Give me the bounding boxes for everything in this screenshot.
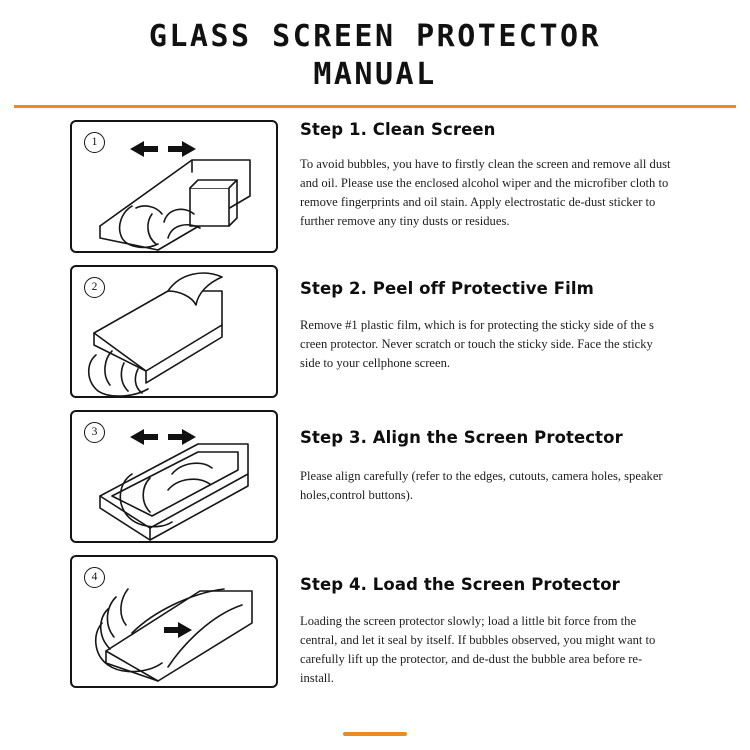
steps-list [0,108,750,689]
step-body: Please align carefully (refer to the edges, cutouts, camera holes, speaker holes,control buttons). [300,468,663,502]
step-item [14,410,736,543]
load-protector-illustration [70,555,278,688]
clean-screen-illustration [70,120,278,253]
step-body: Loading the screen protector slowly; load a little bit force from the central, and let it seal by itself. If bubbles observed, you might want to carefully lift up the protector, and de-dust the bubble area before re-install. [300,613,656,686]
step-text-block [278,555,736,689]
step-number-badge: 3 [84,422,105,443]
align-protector-illustration [70,410,278,543]
step-text-block [278,265,736,373]
direction-arrows [130,141,196,157]
peel-film-illustration [70,265,278,398]
step-title: Step 3. Align the Screen Protector [300,427,623,447]
step-text-block [278,410,736,505]
direction-arrows [130,429,196,445]
step-title: Step 4. Load the Screen Protector [300,574,620,594]
step-number-badge: 4 [84,567,105,588]
step-number-badge: 2 [84,277,105,298]
step-item [14,265,736,398]
step-number-badge: 1 [84,132,105,153]
step-body: To avoid bubbles, you have to firstly clean the screen and remove all dust and oil. Please use the enclosed alcohol wiper and the microfiber cloth to remove fingerprints and oil stain. Apply electrostatic de-dust sticker to further remove any tiny dusts or residues. [300,156,671,229]
step-title: Step 1. Clean Screen [300,119,496,139]
manual-header [0,0,750,108]
step-body: Remove #1 plastic film, which is for protecting the sticky side of the s creen protector. Never scratch or touch the sticky side. Face the sticky side to your cellphone screen. [300,317,654,371]
step-title: Step 2. Peel off Protective Film [300,278,594,298]
step-text-block [278,120,736,232]
page-title-line-1: GLASS SCREEN PROTECTOR [148,19,602,54]
step-item [14,555,736,689]
footer-divider [343,732,407,736]
page-title-line-2: MANUAL [313,57,437,93]
step-item [14,120,736,253]
